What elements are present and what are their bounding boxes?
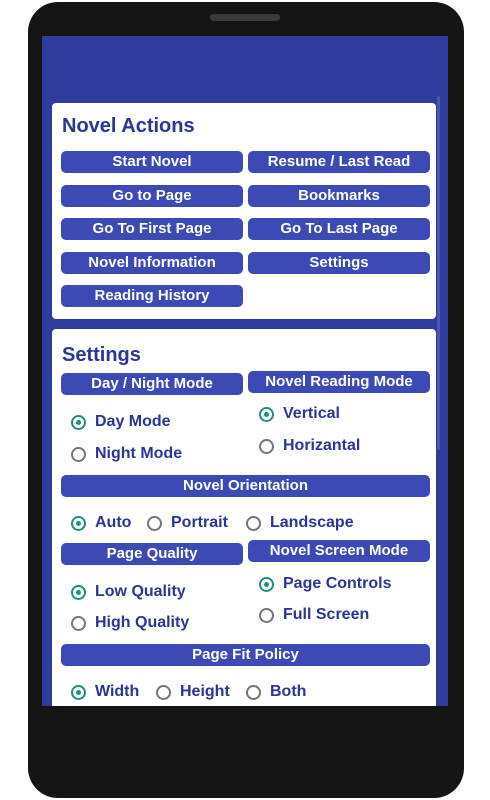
novel-actions-card (52, 103, 436, 319)
radio-label: Day Mode (95, 413, 171, 430)
page-quality-header: Page Quality (61, 543, 243, 565)
day-mode-radio[interactable] (71, 411, 171, 433)
auto-radio[interactable] (71, 512, 131, 534)
radio-unchecked-icon (246, 516, 261, 531)
speaker-grille (210, 14, 280, 21)
radio-label: Landscape (270, 514, 354, 531)
radio-label: Low Quality (95, 583, 186, 600)
full-screen-radio[interactable] (259, 604, 369, 626)
go-to-first-page-button[interactable]: Go To First Page (61, 218, 243, 240)
radio-unchecked-icon (156, 685, 171, 700)
radio-label: Night Mode (95, 445, 183, 462)
radio-label: Horizantal (283, 437, 361, 454)
radio-label: Width (95, 683, 140, 700)
settings-card (52, 329, 436, 706)
width-radio[interactable] (71, 681, 139, 703)
page-fit-policy-header: Page Fit Policy (61, 644, 430, 666)
height-radio[interactable] (156, 681, 230, 703)
radio-unchecked-icon (71, 447, 86, 462)
app-screen (42, 36, 448, 706)
both-radio[interactable] (246, 681, 306, 703)
radio-label: Vertical (283, 405, 340, 422)
radio-checked-icon (259, 407, 274, 422)
radio-unchecked-icon (246, 685, 261, 700)
day-night-mode-header: Day / Night Mode (61, 373, 243, 395)
landscape-radio[interactable] (246, 512, 354, 534)
vertical-radio[interactable] (259, 403, 340, 425)
page-controls-radio[interactable] (259, 573, 391, 595)
novel-actions-title: Novel Actions (62, 115, 195, 137)
radio-label: Page Controls (283, 575, 392, 592)
radio-checked-icon (71, 415, 86, 430)
go-to-page-button[interactable]: Go to Page (61, 185, 243, 207)
novel-orientation-header: Novel Orientation (61, 475, 430, 497)
high-quality-radio[interactable] (71, 612, 189, 634)
reading-history-button[interactable]: Reading History (61, 285, 243, 307)
low-quality-radio[interactable] (71, 581, 186, 603)
radio-label: High Quality (95, 614, 190, 631)
radio-checked-icon (71, 685, 86, 700)
radio-label: Both (270, 683, 307, 700)
start-novel-button[interactable]: Start Novel (61, 151, 243, 173)
horizantal-radio[interactable] (259, 435, 360, 457)
radio-checked-icon (71, 585, 86, 600)
novel-reading-mode-header: Novel Reading Mode (248, 371, 430, 393)
scrollbar[interactable] (437, 96, 440, 450)
radio-label: Portrait (171, 514, 228, 531)
radio-unchecked-icon (259, 608, 274, 623)
novel-screen-mode-header: Novel Screen Mode (248, 540, 430, 562)
settings-title: Settings (62, 344, 141, 366)
radio-checked-icon (71, 516, 86, 531)
radio-checked-icon (259, 577, 274, 592)
bookmarks-button[interactable]: Bookmarks (248, 185, 430, 207)
novel-information-button[interactable]: Novel Information (61, 252, 243, 274)
resume-last-read-button[interactable]: Resume / Last Read (248, 151, 430, 173)
portrait-radio[interactable] (147, 512, 228, 534)
radio-label: Height (180, 683, 230, 700)
radio-label: Full Screen (283, 606, 370, 623)
go-to-last-page-button[interactable]: Go To Last Page (248, 218, 430, 240)
radio-unchecked-icon (147, 516, 162, 531)
radio-unchecked-icon (259, 439, 274, 454)
radio-label: Auto (95, 514, 132, 531)
settings-button[interactable]: Settings (248, 252, 430, 274)
radio-unchecked-icon (71, 616, 86, 631)
night-mode-radio[interactable] (71, 443, 182, 465)
